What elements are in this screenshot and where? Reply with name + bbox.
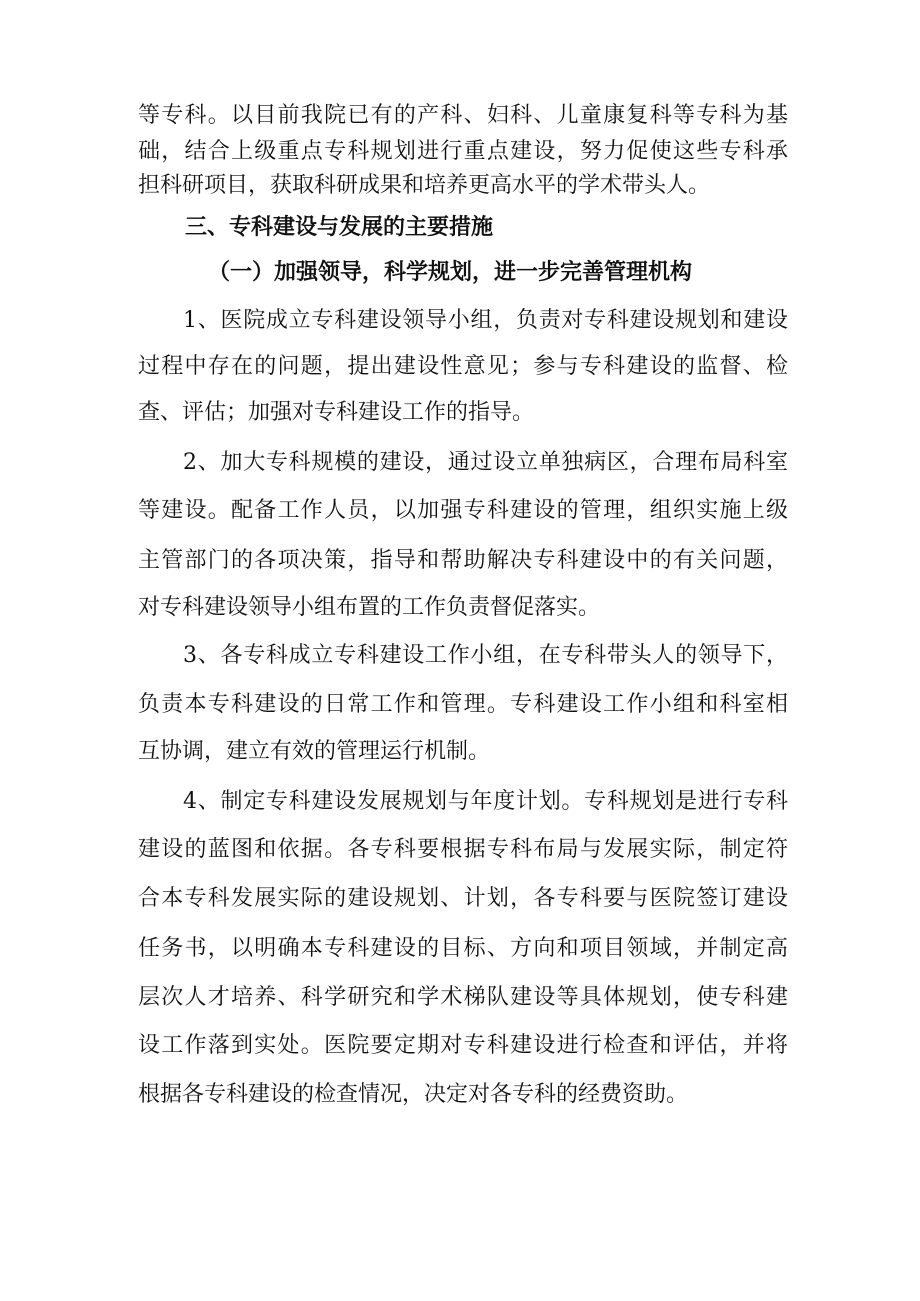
body-text-line: 对专科建设领导小组布置的工作负责督促落实。: [138, 595, 601, 620]
paragraph-first-line: 4、制定专科建设发展规划与年度计划。专科规划是进行专科: [183, 789, 788, 814]
body-text-line: 等建设。配备工作人员，以加强专科建设的管理，组织实施上级: [138, 498, 788, 523]
body-text-line: 查、评估；加强对专科建设工作的指导。: [138, 400, 535, 425]
body-text-line: 设工作落到实处。医院要定期对专科建设进行检查和评估，并将: [138, 1033, 788, 1058]
body-text-line: 根据各专科建设的检查情况，决定对各专科的经费资助。: [138, 1082, 689, 1107]
body-text-line: 建设的蓝图和依据。各专科要根据专科布局与发展实际，制定符: [138, 837, 788, 862]
paragraph-first-line: 3、各专科成立专科建设工作小组，在专科带头人的领导下，: [183, 643, 788, 668]
body-text-line: 担科研项目，获取科研成果和培养更高水平的学术带头人。: [138, 173, 711, 198]
body-text-line: 础，结合上级重点专科规划进行重点建设，努力促使这些专科承: [138, 139, 788, 164]
subsection-heading: （一）加强领导，科学规划，进一步完善管理机构: [208, 260, 693, 285]
body-text-line: 任务书，以明确本专科建设的目标、方向和项目领域，并制定高: [138, 936, 788, 961]
body-text-line: 互协调，建立有效的管理运行机制。: [138, 739, 491, 764]
body-text-line: 负责本专科建设的日常工作和管理。专科建设工作小组和科室相: [138, 692, 788, 717]
body-text-line: 层次人才培养、科学研究和学术梯队建设等具体规划，使专科建: [138, 985, 788, 1010]
paragraph-first-line: 1、医院成立专科建设领导小组，负责对专科建设规划和建设: [183, 308, 788, 333]
paragraph-first-line: 2、加大专科规模的建设，通过设立单独病区，合理布局科室: [183, 450, 788, 475]
section-heading: 三、专科建设与发展的主要措施: [185, 215, 494, 240]
body-text-line: 等专科。以目前我院已有的产科、妇科、儿童康复科等专科为基: [138, 103, 788, 128]
body-text-line: 过程中存在的问题，提出建设性意见；参与专科建设的监督、检: [138, 354, 788, 379]
body-text-line: 合本专科发展实际的建设规划、计划，各专科要与医院签订建设: [138, 886, 788, 911]
body-text-line: 主管部门的各项决策，指导和帮助解决专科建设中的有关问题，: [138, 548, 788, 573]
